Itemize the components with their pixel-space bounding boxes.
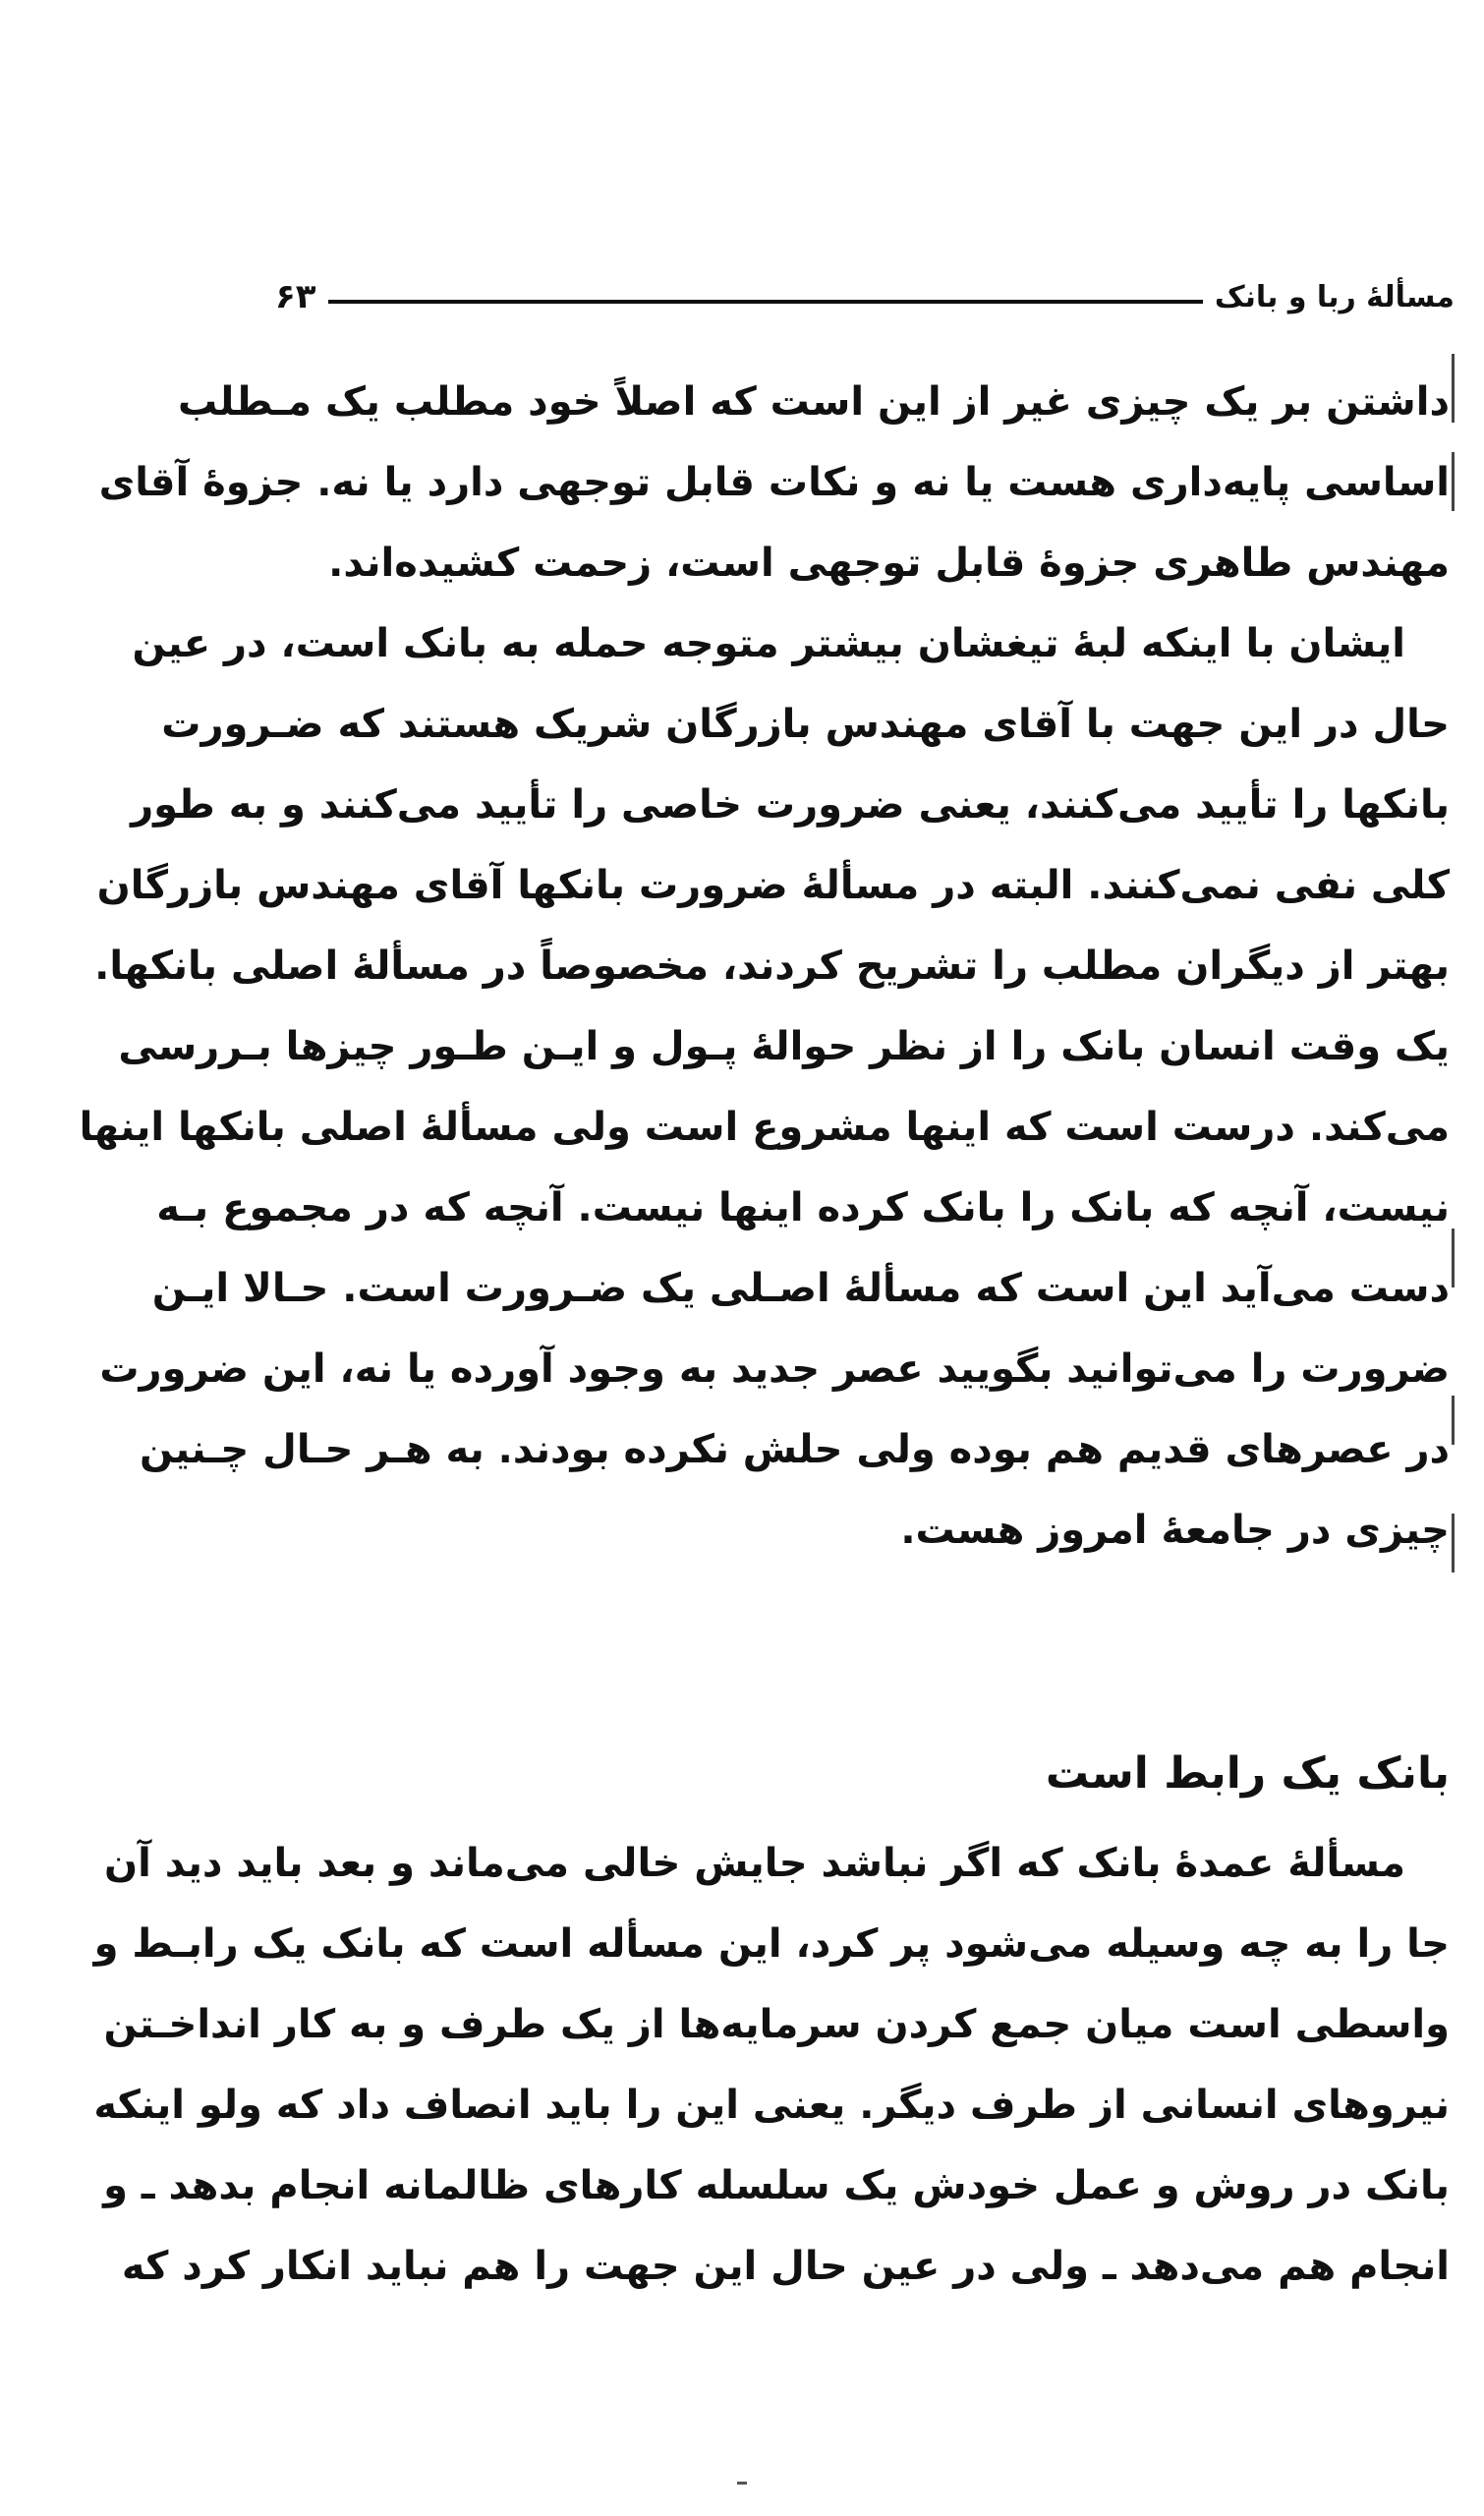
text-line: مسألهٔ عمدهٔ بانک که اگر نباشد جایش خالی می‌ماند و بعد باید دید آن bbox=[104, 1841, 1405, 1886]
text-line: ضرورت را می‌توانید بگویید عصر جدید به وجود آورده یا نه، این ضرورت bbox=[99, 1346, 1450, 1392]
text-line: اساسی پایه‌داری هست یا نه و نکات قابل توجهی دارد یا نه. جزوهٔ آقای bbox=[98, 460, 1450, 505]
text-line: مهندس طاهری جزوهٔ قابل توجهی است، زحمت کشیده‌اند. bbox=[328, 541, 1450, 586]
text-line: دست می‌آید این است که مسألهٔ اصـلی یک ضـرورت است. حـالا ایـن bbox=[151, 1266, 1450, 1311]
page-edge-mark bbox=[1452, 452, 1455, 511]
page-number: ۶۳ bbox=[275, 277, 316, 316]
text-line: جا را به چه وسیله می‌شود پر کرد، این مسأله است که بانک یک رابـط و bbox=[93, 1921, 1450, 1967]
body-text bbox=[79, 362, 1450, 1571]
paragraph-2 bbox=[79, 603, 1450, 1571]
page-edge-mark bbox=[1452, 1229, 1455, 1287]
text-line: بانک در روش و عمل خودش یک سلسله کارهای ظالمانه انجام بدهد ـ و bbox=[103, 2163, 1450, 2208]
paragraph-1 bbox=[98, 362, 1450, 603]
text-line: چیزی در جامعهٔ امروز هست. bbox=[900, 1508, 1450, 1553]
text-line: می‌کند. درست است که اینها مشروع است ولی مسألهٔ اصلی بانکها اینها bbox=[79, 1105, 1450, 1150]
text-line: حال در این جهت با آقای مهندس بازرگان شریک هستند که ضـرورت bbox=[161, 702, 1450, 747]
smudge-mark bbox=[737, 2482, 747, 2485]
page-edge-mark bbox=[1452, 1514, 1455, 1572]
text-line: در عصرهای قدیم هم بوده ولی حلش نکرده بودند. به هـر حـال چـنین bbox=[140, 1427, 1450, 1472]
text-line: بهتر از دیگران مطلب را تشریح کردند، مخصوصاً در مسألهٔ اصلی بانکها. bbox=[94, 944, 1450, 989]
text-line: بانکها را تأیید می‌کنند، یعنی ضرورت خاصی را تأیید می‌کنند و به طور bbox=[131, 782, 1450, 828]
page-header bbox=[275, 267, 1455, 326]
text-line: واسطی است میان جمع کردن سرمایه‌ها از یک طرف و به کار انداخـتن bbox=[103, 2002, 1450, 2047]
text-line: یک وقت انسان بانک را از نظر حوالهٔ پـول و ایـن طـور چیزها بـررسی bbox=[118, 1024, 1450, 1069]
text-line: نیست، آنچه که بانک را بانک کرده اینها نیست. آنچه که در مجموع بـه bbox=[156, 1185, 1450, 1230]
text-line: کلی نفی نمی‌کنند. البته در مسألهٔ ضرورت بانکها آقای مهندس بازرگان bbox=[96, 863, 1450, 908]
text-line: داشتن بر یک چیزی غیر از این است که اصلاً خود مطلب یک مـطلب bbox=[177, 379, 1450, 425]
text-line: انجام هم می‌دهد ـ ولی در عین حال این جهت را هم نباید انکار کرد که bbox=[121, 2244, 1450, 2289]
header-rule bbox=[328, 300, 1203, 304]
section-heading: بانک یک رابط است bbox=[1045, 1748, 1450, 1799]
text-line: نیروهای انسانی از طرف دیگر. یعنی این را باید انصاف داد که ولو اینکه bbox=[93, 2083, 1450, 2128]
running-title: مسألهٔ ربا و بانک bbox=[1214, 279, 1455, 314]
section bbox=[93, 1725, 1450, 2307]
page-edge-mark bbox=[1452, 354, 1455, 423]
page-edge-mark bbox=[1452, 1396, 1455, 1445]
text-line: ایشان با اینکه لبهٔ تیغشان بیشتر متوجه حمله به بانک است، در عین bbox=[132, 621, 1405, 666]
